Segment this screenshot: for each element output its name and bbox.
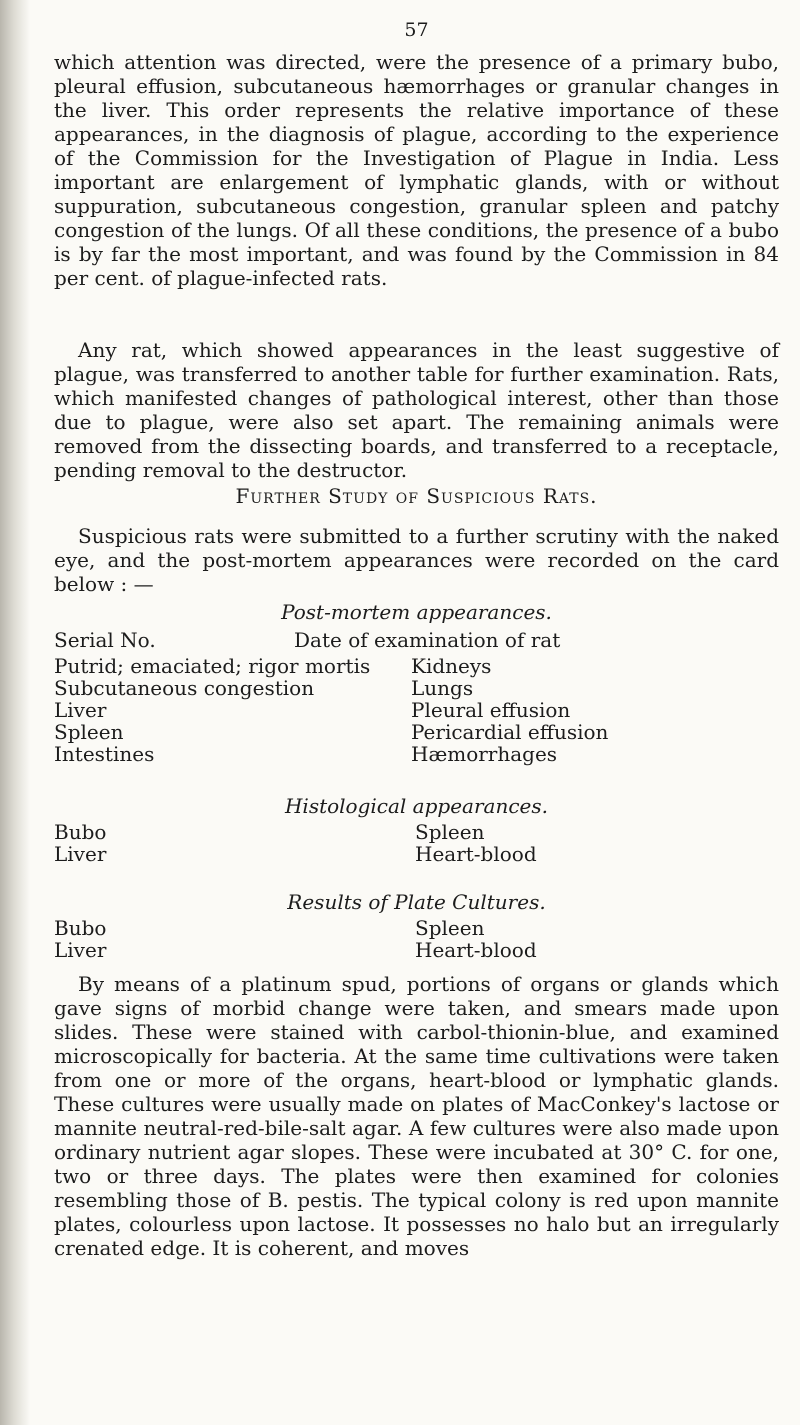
cultures-spleen: Spleen [415, 916, 485, 940]
histological-title: Histological appearances. [284, 794, 548, 818]
card-field-pericardial: Pericardial effusion [411, 720, 609, 744]
cultures-bubo: Bubo [54, 916, 107, 940]
card-field-lungs: Lungs [411, 676, 474, 700]
cultures-liver: Liver [54, 938, 107, 962]
page-number: 57 [404, 19, 429, 41]
histological-liver: Liver [54, 842, 107, 866]
paragraph-1: which attention was directed, were the presence of a primary bubo, pleural effusion, subcutaneous hæmorrhages or granular changes in the liver. This order represents the relative importance of these appearances, in the diagnosis of plague, according to the experience of the Commission for the Investigation of Plague in India. Less important are enlargement of lymphatic glands, with or without suppuration, subcutaneous congestion, granular spleen and patchy congestion of the lungs. Of all these conditions, the presence of a bubo is by far the most important, and was found by the Commission in 84 per cent. of plague-infected rats. [54, 50, 779, 290]
card-field-liver: Liver [54, 698, 107, 722]
paragraph-2: Any rat, which showed appearances in the least suggestive of plague, was transferred to another table for further examination. Rats, which manifested changes of pathological interest, other than those due to plague, were also set apart. The remaining animals were removed from the dissecting boards, and transferred to a receptacle, pending removal to the destructor. [54, 338, 779, 482]
cultures-heart-blood: Heart-blood [415, 938, 537, 962]
paragraph-3: Suspicious rats were submitted to a further scrutiny with the naked eye, and the post-mortem appearances were recorded on the card below : — [54, 524, 779, 596]
page-edge-shadow [0, 0, 30, 1425]
postmortem-title: Post-mortem appearances. [281, 600, 552, 624]
card-field-subcutaneous: Subcutaneous congestion [54, 676, 315, 700]
card-field-pleural: Pleural effusion [411, 698, 571, 722]
paragraph-4: By means of a platinum spud, portions of organs or glands which gave signs of morbid change were taken, and smears made upon slides. These were stained with carbol-thionin-blue, and examined microscopically for bacteria. At the same time cultivations were taken from one or more of the organs, heart-blood or lymphatic glands. These cultures were usually made on plates of MacConkey's lactose or mannite neutral-red-bile-salt agar. A few cultures were also made upon ordinary nutrient agar slopes. These were incubated at 30° C. for one, two or three days. The plates were then examined for colonies resembling those of B. pestis. The typical colony is red upon mannite plates, colourless upon lactose. It possesses no halo but an irregularly crenated edge. It is coherent, and moves [54, 972, 779, 1260]
serial-no-field: Serial No. [54, 628, 156, 652]
histological-spleen: Spleen [415, 820, 485, 844]
cultures-title: Results of Plate Cultures. [287, 890, 546, 914]
card-field-spleen: Spleen [54, 720, 124, 744]
histological-bubo: Bubo [54, 820, 107, 844]
section-heading: Further Study of Suspicious Rats. [235, 484, 598, 508]
card-field-haemorrhages: Hæmorrhages [411, 742, 558, 766]
card-field-intestines: Intestines [54, 742, 155, 766]
date-of-exam-field: Date of examination of rat [294, 628, 561, 652]
histological-heart-blood: Heart-blood [415, 842, 537, 866]
card-field-putrid: Putrid; emaciated; rigor mortis [54, 654, 371, 678]
card-field-kidneys: Kidneys [411, 654, 492, 678]
